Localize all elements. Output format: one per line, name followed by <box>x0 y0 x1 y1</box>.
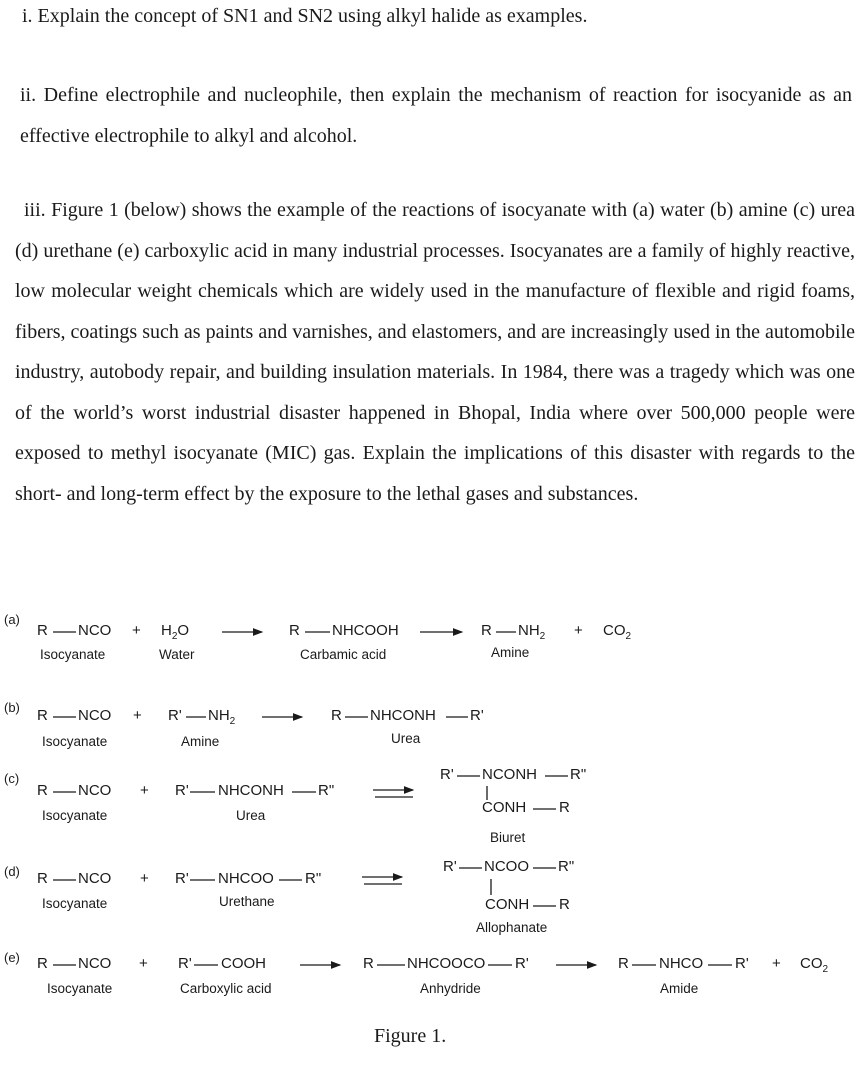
tag-c: (c) <box>4 771 20 786</box>
b-iso-label: Isocyanate <box>42 734 108 749</box>
b-urea-main: NHCONH <box>370 707 436 724</box>
question-3-text: iii. Figure 1 (below) shows the example of the reactions of isocyanate with (a) water (b) amine (c) urea (d) urethane (e) carboxylic acid in many industrial processes. Isocyanates are a family of highly reactive, low molecular weight chemicals which are widely used in the manufacture of flexible and rigid foams, fibers, coatings such as paints and varnishes, and elastomers, and are increasingly used in the automobile industry, autobody repair, and building insulation materials. In 1984, there was a tragedy which was one of the world’s worst industrial disaster happened in Bhopal, India where over 500,000 people were exposed to methyl isocyanate (MIC) gas. Explain the implications of this disaster with regards to the short- and long-term effect by the exposure to the lethal gases and substances. <box>15 199 855 505</box>
d-allo-bottom-r: R <box>559 896 570 913</box>
a-iso-nco: NCO <box>78 622 112 639</box>
a-iso-r: R <box>37 622 48 639</box>
b-iso-r: R <box>37 707 48 724</box>
c-biuret-top-main: NCONH <box>482 766 537 783</box>
a-water: $H_2O$ <box>161 622 190 642</box>
tag-d: (d) <box>4 864 20 879</box>
d-urethane-r2: R" <box>305 870 322 887</box>
d-allo-top-main: NCOO <box>484 858 529 875</box>
tag-e: (e) <box>4 950 20 965</box>
d-allo-top-r2: R" <box>558 858 575 875</box>
a-plus-2: + <box>574 622 583 639</box>
c-urea-r2: R" <box>318 782 335 799</box>
d-iso-nco: NCO <box>78 870 112 887</box>
e-iso-nco: NCO <box>78 955 112 972</box>
e-anh-main: NHCOOCO <box>407 955 486 972</box>
d-iso-label: Isocyanate <box>42 896 108 911</box>
d-plus: + <box>140 870 149 887</box>
b-iso-nco: NCO <box>78 707 112 724</box>
c-urea-main: NHCONH <box>218 782 284 799</box>
b-plus: + <box>133 707 142 724</box>
e-iso-label: Isocyanate <box>47 981 113 996</box>
c-biuret-bottom: CONH <box>482 799 527 816</box>
e-acid-main: COOH <box>221 955 266 972</box>
e-iso-r: R <box>37 955 48 972</box>
a-water-label: Water <box>159 647 195 662</box>
b-urea-label: Urea <box>391 731 421 746</box>
b-urea-r2: R' <box>470 707 484 724</box>
a-iso-label: Isocyanate <box>40 647 106 662</box>
e-amide-r2: R' <box>735 955 749 972</box>
c-biuret-bottom-r: R <box>559 799 570 816</box>
a-carb-main: NHCOOH <box>332 622 399 639</box>
figure-caption: Figure 1. <box>374 1025 447 1047</box>
d-iso-r: R <box>37 870 48 887</box>
b-urea-r: R <box>331 707 342 724</box>
c-urea-label: Urea <box>236 808 266 823</box>
question-1: i. Explain the concept of SN1 and SN2 using alkyl halide as examples. <box>22 5 588 27</box>
e-plus-2: + <box>772 955 781 972</box>
tag-a: (a) <box>4 612 20 627</box>
d-urethane-label: Urethane <box>219 894 275 909</box>
e-acid-r: R' <box>178 955 192 972</box>
e-amide-main: NHCO <box>659 955 704 972</box>
a-amine-nh2: $NH_2$ <box>518 622 546 642</box>
a-plus-1: + <box>132 622 141 639</box>
question-2: ii. Define electrophile and nucleophile, then explain the mechanism of reaction for isocyanide as an effective electrophile to alkyl and alcohol. <box>20 84 852 147</box>
d-allo-bottom: CONH <box>485 896 530 913</box>
c-biuret-top-r2: R" <box>570 766 587 783</box>
d-urethane-r1: R' <box>175 870 189 887</box>
d-allo-label: Allophanate <box>476 920 548 935</box>
c-iso-r: R <box>37 782 48 799</box>
e-plus-1: + <box>139 955 148 972</box>
c-biuret-label: Biuret <box>490 830 526 845</box>
b-amine-nh2: $NH_2$ <box>208 707 236 727</box>
c-plus: + <box>140 782 149 799</box>
tag-b: (b) <box>4 700 20 715</box>
d-urethane-main: NHCOO <box>218 870 274 887</box>
e-acid-label: Carboxylic acid <box>180 981 272 996</box>
a-co2: $CO_2$ <box>603 622 632 642</box>
b-amine-label: Amine <box>181 734 220 749</box>
e-amide-label: Amide <box>660 981 699 996</box>
b-amine-r: R' <box>168 707 182 724</box>
c-iso-label: Isocyanate <box>42 808 108 823</box>
e-amide-r1: R <box>618 955 629 972</box>
a-carb-label: Carbamic acid <box>300 647 387 662</box>
d-allo-top-r1: R' <box>443 858 457 875</box>
a-amine-r: R <box>481 622 492 639</box>
e-anh-label: Anhydride <box>420 981 481 996</box>
c-iso-nco: NCO <box>78 782 112 799</box>
a-carb-r: R <box>289 622 300 639</box>
c-biuret-top-r1: R' <box>440 766 454 783</box>
c-urea-r1: R' <box>175 782 189 799</box>
a-amine-label: Amine <box>491 645 530 660</box>
e-anh-r1: R <box>363 955 374 972</box>
e-co2: $CO_2$ <box>800 955 829 975</box>
e-anh-r2: R' <box>515 955 529 972</box>
